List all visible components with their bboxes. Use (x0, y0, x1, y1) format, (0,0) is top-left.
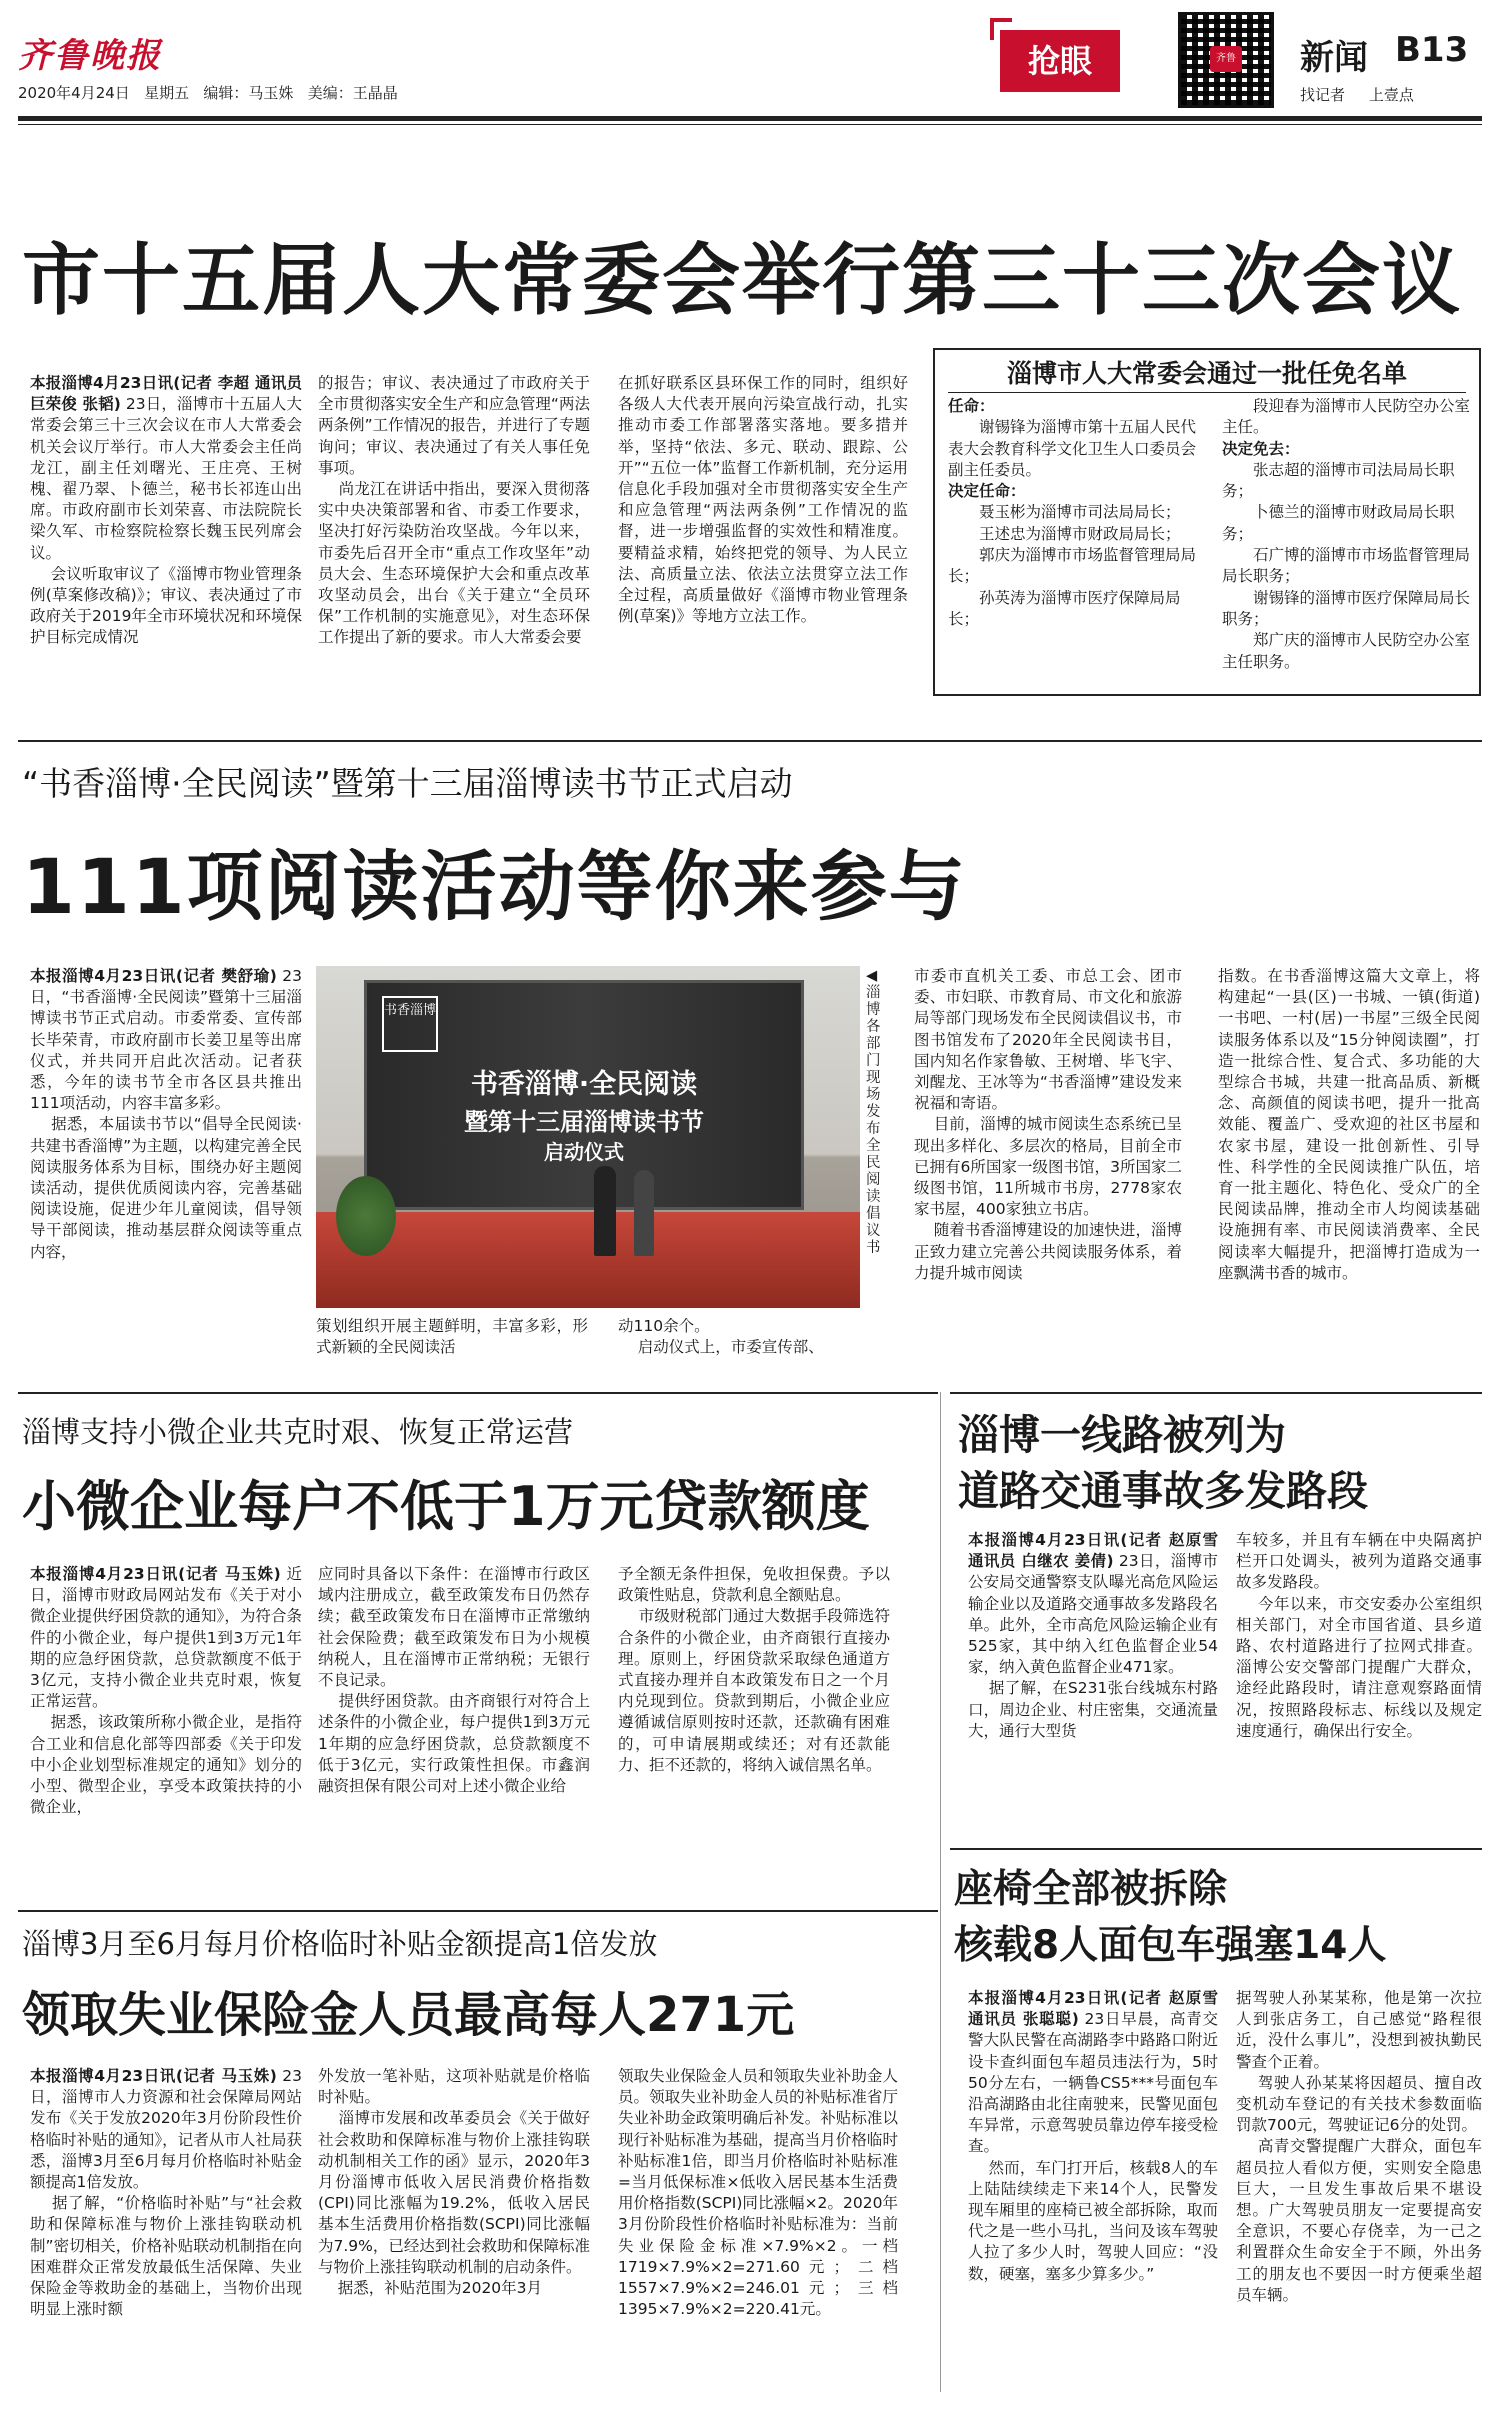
appointments-item: 卜德兰的淄博市财政局局长职务； (1222, 503, 1455, 543)
article-4-col1-text: 23日，淄博市公安局交通警察支队曝光高危风险运输企业以及道路交通事故多发路段名单。此外，全市高危风险运输企业有525家，其中纳入红色监督企业54家，纳入黄色监督企业471家。 据了解，在S231张台线城东村路口，周边企业、村庄密集，交通流量大，通行大型货 (968, 1552, 1218, 1740)
article-4-byline: 本报淄博4月23日讯(记者 赵原雪 通讯员 白继农 姜倩) (968, 1531, 1224, 1571)
photo-plant (336, 1176, 396, 1256)
column-badge: 抢眼 (1000, 30, 1120, 92)
article-5-column-2: 外发放一笔补贴，这项补贴就是价格临时补贴。 淄博市发展和改革委员会《关于做好社会救助和保障标准与物价上涨挂钩联动机制相关工作的函》显示，2020年3月份淄博市低收入居民消费价格指数(CPI)同比涨幅为19.2%，低收入居民基本生活费用价格指数(SCPI)同比涨幅为7.9%，已经达到社会救助和保障标准与物价上涨挂钩联动机制的启动条件。 据悉，补贴范围为2020年3月 (318, 2067, 590, 2298)
photo-person (634, 1170, 654, 1256)
article-5-col1-text: 23日，淄博市人力资源和社会保障局网站发布《关于发放2020年3月份阶段性价格临时补贴的通知》，记者从市人社局获悉，淄博3月至6月每月价格临时补贴金额提高1倍发放。 据了解，“价格临时补贴”与“社会救助和保障标准与物价上涨挂钩联动机制”密切相关，价格补贴联动机制指在向困难群众正常发放最低生活保障、失业保险金等救助金的基础上，当物价出现明显上涨时额 (30, 2067, 303, 2319)
article-1-column-1 (30, 373, 308, 713)
article-5-column-3: 领取失业保险金人员和领取失业补助金人员。领取失业补助金人员的补贴标准省厅失业补助金政策明确后补发。补贴标准以现行补贴标准为基础，提高当月价格临时补贴标准1倍，即当月价格临时补贴标准=当月低保标准×低收入居民基本生活费用价格指数(SCPI)同比涨幅×2。2020年3月份阶段性价格临时补贴标准为：当前失业保险金标准×7.9%×2。一档1719×7.9%×2=271.60元；二档1557×7.9%×2=246.01元；三档1395×7.9%×2=220.41元。 (618, 2067, 898, 2319)
article-6-rule (950, 1848, 1482, 1850)
appointments-item: 石广博的淄博市市场监督管理局局长职务； (1222, 546, 1471, 586)
photo-person (594, 1166, 616, 1256)
article-3-kicker: 淄博支持小微企业共克时艰、恢复正常运营 (22, 1415, 574, 1449)
article-6-headline-line-2[interactable]: 核载8人面包车强塞14人 (954, 1923, 1387, 1968)
article-3-column-2: 应同时具备以下条件：在淄博市行政区域内注册成立，截至政策发布日仍然存续；截至政策发布日在淄博市正常缴纳社会保险费；截至政策发布日为小规模纳税人，且在淄博市正常纳税；无银行不良记录。 提供纾困贷款。由齐商银行对符合上述条件的小微企业，每户提供1到3万元1年期的应急纾困贷款，总贷款额度不低于3亿元，实行政策性担保。市鑫润融资担保有限公司对上述小微企业给 (318, 1565, 590, 1796)
article-2-headline[interactable]: 111项阅读活动等你来参与 (22, 842, 967, 931)
article-4-column-2: 车较多，并且有车辆在中央隔离护栏开口处调头，被列为道路交通事故多发路段。 今年以来，市交安委办公室组织相关部门，对全市国省道、县乡道路、农村道路进行了拉网式排查。淄博公安交警部门提醒广大群众，途经此路段时，请注意观察路面情况，按照路段标志、标线以及规定速度通行，确保出行安全。 (1236, 1531, 1482, 1740)
appointments-column-2 (1222, 396, 1474, 694)
appointments-item: 郑广庆的淄博市人民防空办公室主任职务。 (1222, 631, 1471, 671)
appointments-item: 王述忠为淄博市财政局局长； (979, 524, 1181, 543)
article-1-col1-text: 23日，淄博市十五届人大常委会第三十三次会议在市人大常委会机关会议厅举行。市人大常委会主任尚龙江，副主任刘曙光、王庄亮、王树槐、翟乃翠、卜德兰，秘书长祁连山出席。市政府副市长刘荣喜、市法院院长梁久军、市检察院检察长魏玉民列席会议。 会议听取审议了《淄博市物业管理条例(草案修改稿)》；审议、表决通过了市政府关于2019年全市环境状况和环境保护目标完成情况 (30, 395, 303, 647)
article-2-byline: 本报淄博4月23日讯(记者 樊舒瑜) (30, 967, 277, 985)
appointments-heading: 决定任命： (948, 482, 1026, 501)
appointments-heading: 决定免去： (1222, 439, 1300, 458)
article-2-column-4: 市委市直机关工委、市总工会、团市委、市妇联、市教育局、市文化和旅游局等部门现场发布全民阅读倡议书，市图书馆发布了2020年全民阅读书目，国内知名作家鲁敏、王树增、毕飞宇、刘醒龙、王冰等为“书香淄博”建设发来祝福和寄语。 目前，淄博的城市阅读生态系统已呈现出多样化、多层次的格局，目前全市已拥有6所国家一级图书馆，3所国家二级图书馆，11所城市书房，2778家农家书屋，400家独立书店。 随着书香淄博建设的加速快进，淄博正致力建立完善公共阅读服务体系，着力提升城市阅读 (914, 967, 1182, 1282)
article-2-column-2: 策划组织开展主题鲜明，丰富多彩，形式新颖的全民阅读活 (316, 1317, 588, 1357)
header-rule-thick (18, 116, 1482, 121)
article-2-kicker: “书香淄博·全民阅读”暨第十三届淄博读书节正式启动 (22, 764, 793, 803)
photo-backdrop-line-2: 暨第十三届淄博读书节 (464, 1108, 704, 1136)
masthead-logo: 齐鲁晚报 (18, 36, 162, 76)
article-3-headline[interactable]: 小微企业每户不低于1万元贷款额度 (22, 1475, 870, 1538)
article-6-column-1 (968, 1988, 1224, 2408)
article-3-byline: 本报淄博4月23日讯(记者 马玉姝) (30, 1565, 281, 1583)
article-3-column-3: 予全额无条件担保，免收担保费。予以政策性贴息，贷款利息全额贴息。 市级财税部门通过大数据手段筛选符合条件的小微企业，由齐商银行直接办理。原则上，纾困贷款采取绿色通道方式直接办理并自本政策发布日之一个月内兑现到位。贷款到期后，小微企业应遵循诚信原则按时还款，还款确有困难的，可申请展期或续还；对有还款能力、拒不还款的，将纳入诚信黑名单。 (618, 1565, 890, 1774)
article-6-byline: 本报淄博4月23日讯(记者 赵原雪 通讯员 张聪聪) (968, 1989, 1224, 2029)
article-5-rule (18, 1910, 938, 1912)
appointments-item: 张志超的淄博市司法局局长职务； (1222, 460, 1455, 501)
appointments-item: 郭庆为淄博市市场监督管理局局长； (948, 546, 1197, 586)
section-name: 新闻 (1300, 38, 1368, 78)
article-4-rule (950, 1392, 1482, 1394)
article-6-column-2: 据驾驶人孙某某称，他是第一次拉人到张店务工，自己感觉“路程很近，没什么事儿”，没想到被执勤民警查个正着。 驾驶人孙某某将因超员、擅自改变机动车登记的有关技术参数面临罚款700元，驾驶证记6分的处罚。 高青交警提醒广大群众，面包车超员拉人看似方便，实则安全隐患巨大，一旦发生事故后果不堪设想。广大驾驶员朋友一定要提高安全意识，不要心存侥幸，为一己之利置群众生命安全于不顾，外出务工的朋友也不要因一时方便乘坐超员车辆。 (1236, 1989, 1482, 2304)
article-6-headline-line-1[interactable]: 座椅全部被拆除 (954, 1867, 1228, 1912)
article-4-headline-line-2[interactable]: 道路交通事故多发路段 (958, 1467, 1368, 1515)
article-5-headline[interactable]: 领取失业保险金人员最高每人271元 (22, 1987, 795, 2043)
article-5-byline: 本报淄博4月23日讯(记者 马玉姝) (30, 2067, 277, 2085)
article-3-rule (18, 1392, 938, 1394)
article-2-column-1 (30, 966, 302, 1366)
photo-backdrop-line-1: 书香淄博·全民阅读 (470, 1069, 698, 1100)
photo-backdrop-logo: 书香淄博 (382, 996, 438, 1052)
appointments-rule (948, 392, 1466, 393)
appointments-title[interactable]: 淄博市人大常委会通过一批任免名单 (1006, 359, 1407, 388)
article-3-col1-text: 近日，淄博市财政局网站发布《关于对小微企业提供纾困贷款的通知》，为符合条件的小微企业，每户提供1到3万元1年期的应急纾困贷款，总贷款额度不低于3亿元，支持小微企业共克时艰，恢复正常运营。 据悉，该政策所称小微企业，是指符合工业和信息化部等四部委《关于印发中小企业划型标准规定的通知》划分的小型、微型企业，享受本政策扶持的小微企业， (30, 1565, 302, 1817)
appointments-item: 孙英涛为淄博市医疗保障局局长； (948, 588, 1181, 628)
appointments-item: 聂玉彬为淄博市司法局局长； (979, 503, 1181, 522)
page-number: B13 (1395, 30, 1469, 70)
header-rule-thin (18, 124, 1482, 125)
section-subtitle: 找记者 上壹点 (1300, 86, 1414, 104)
article-2-column-3: 动110余个。 启动仪式上，市委宣传部、 (618, 1317, 824, 1357)
article-4-headline-line-1[interactable]: 淄博一线路被列为 (958, 1411, 1286, 1459)
article-1-byline: 本报淄博4月23日讯(记者 李超 通讯员 巨荣俊 张韬) (30, 374, 308, 414)
photo-backdrop-line-3: 启动仪式 (544, 1140, 624, 1164)
article-2-photo[interactable] (316, 966, 860, 1308)
column-separator (940, 1392, 941, 2392)
article-1-column-3: 在抓好联系区县环保工作的同时，组织好各级人大代表开展向污染宣战行动，扎实推动市委工作部署落实落地。要多措并举，坚持“依法、多元、联动、跟踪、公开”“五位一体”监督工作新机制，充分运用信息化手段加强对全市贯彻落实安全生产和应急管理“两法两条例”工作情况的监督，进一步增强监督的实效性和精准度。要精益求精，始终把党的领导、为人民立法、高质量立法、依法立法贯穿立法工作全过程，高质量做好《淄博市物业管理条例(草案)》等地方立法工作。 (618, 374, 908, 626)
article-2-col1-text: 23日，“书香淄博·全民阅读”暨第十三届淄博读书节正式启动。市委常委、宣传部长毕荣青，市政府副市长姜卫星等出席仪式，并共同开启此次活动。记者获悉，今年的读书节全市各区县共推出111项活动，内容丰富多彩。 据悉，本届读书节以“倡导全民阅读·共建书香淄博”为主题，以构建完善全民阅读服务体系为目标，围绕办好主题阅读活动，提供优质阅读内容，完善基础阅读设施，促进少年儿童阅读，倡导领导干部阅读，推动基层群众阅读等重点内容， (30, 967, 303, 1261)
appointments-heading: 任命： (948, 397, 995, 415)
appointments-item: 谢锡锋的淄博市医疗保障局局长职务； (1222, 588, 1471, 628)
qr-code-label: 齐鲁 (1210, 46, 1242, 72)
article-3-column-1 (30, 1564, 302, 1924)
photo-stage-carpet (316, 1212, 860, 1308)
article-1-headline[interactable]: 市十五届人大常委会举行第三十三次会议 (22, 236, 1463, 326)
appointments-column-1 (948, 396, 1203, 694)
issue-meta: 2020年4月24日 星期五 编辑：马玉姝 美编：王晶晶 (18, 84, 398, 102)
appointments-item: 谢锡锋为淄博市第十五届人民代表大会教育科学文化卫生人口委员会副主任委员。 (948, 418, 1197, 479)
article-2-column-5: 指数。在书香淄博这篇大文章上，将构建起“一县(区)一书城、一镇(街道)一书吧、一村(居)一书屋”三级全民阅读服务体系以及“15分钟阅读圈”，打造一批综合性、复合式、多功能的大型综合书城，共建一批高品质、新概念、高颜值的阅读书吧，提升一批高效能、覆盖广、受欢迎的社区书屋和农家书屋，建设一批创新性、引导性、科学性的全民阅读推广队伍，培育一批主题化、特色化、受众广的全民阅读品牌，推动全市人均阅读基础设施拥有率、市民阅读消费率、全民阅读率大幅提升，把淄博打造成为一座飘满书香的城市。 (1218, 967, 1480, 1282)
article-5-column-1 (30, 2066, 302, 2406)
article-4-column-1 (968, 1530, 1224, 1870)
article-2-rule (18, 740, 1482, 742)
article-5-kicker: 淄博3月至6月每月价格临时补贴金额提高1倍发放 (22, 1927, 658, 1961)
article-2-photo-caption: ◀淄博各部门现场发布全民阅读倡议书 (866, 968, 881, 1256)
article-6-col1-text: 23日早晨，高青交警大队民警在高湖路李中路路口附近设卡查纠面包车超员违法行为，5时50分左右，一辆鲁CS5***号面包车沿高湖路由北往南驶来，民警见面包车异常，示意驾驶员靠边停车接受检查。 然而，车门打开后，核载8人的车上陆陆续续走下来14个人，民警发现车厢里的座椅已被全部拆除，取而代之是一些小马扎，当问及该车驾驶人拉了多少人时，驾驶人回应：“没数，硬塞，塞多少算多少。” (968, 2010, 1219, 2283)
appointments-item: 段迎春为淄博市人民防空办公室主任。 (1222, 397, 1471, 437)
article-1-column-2: 的报告；审议、表决通过了市政府关于全市贯彻落实安全生产和应急管理“两法两条例”工作情况的报告，并进行了专题询问；审议、表决通过了有关人事任免事项。 尚龙江在讲话中指出，要深入贯彻落实中央决策部署和省、市委工作要求，坚决打好污染防治攻坚战。今年以来，市委先后召开全市“重点工作攻坚年”动员大会、生态环境保护大会和重点改革攻坚动员会，出台《关于建立“全员环保”工作机制的实施意见》，对生态环保工作提出了新的要求。市人大常委会要 (318, 374, 590, 647)
